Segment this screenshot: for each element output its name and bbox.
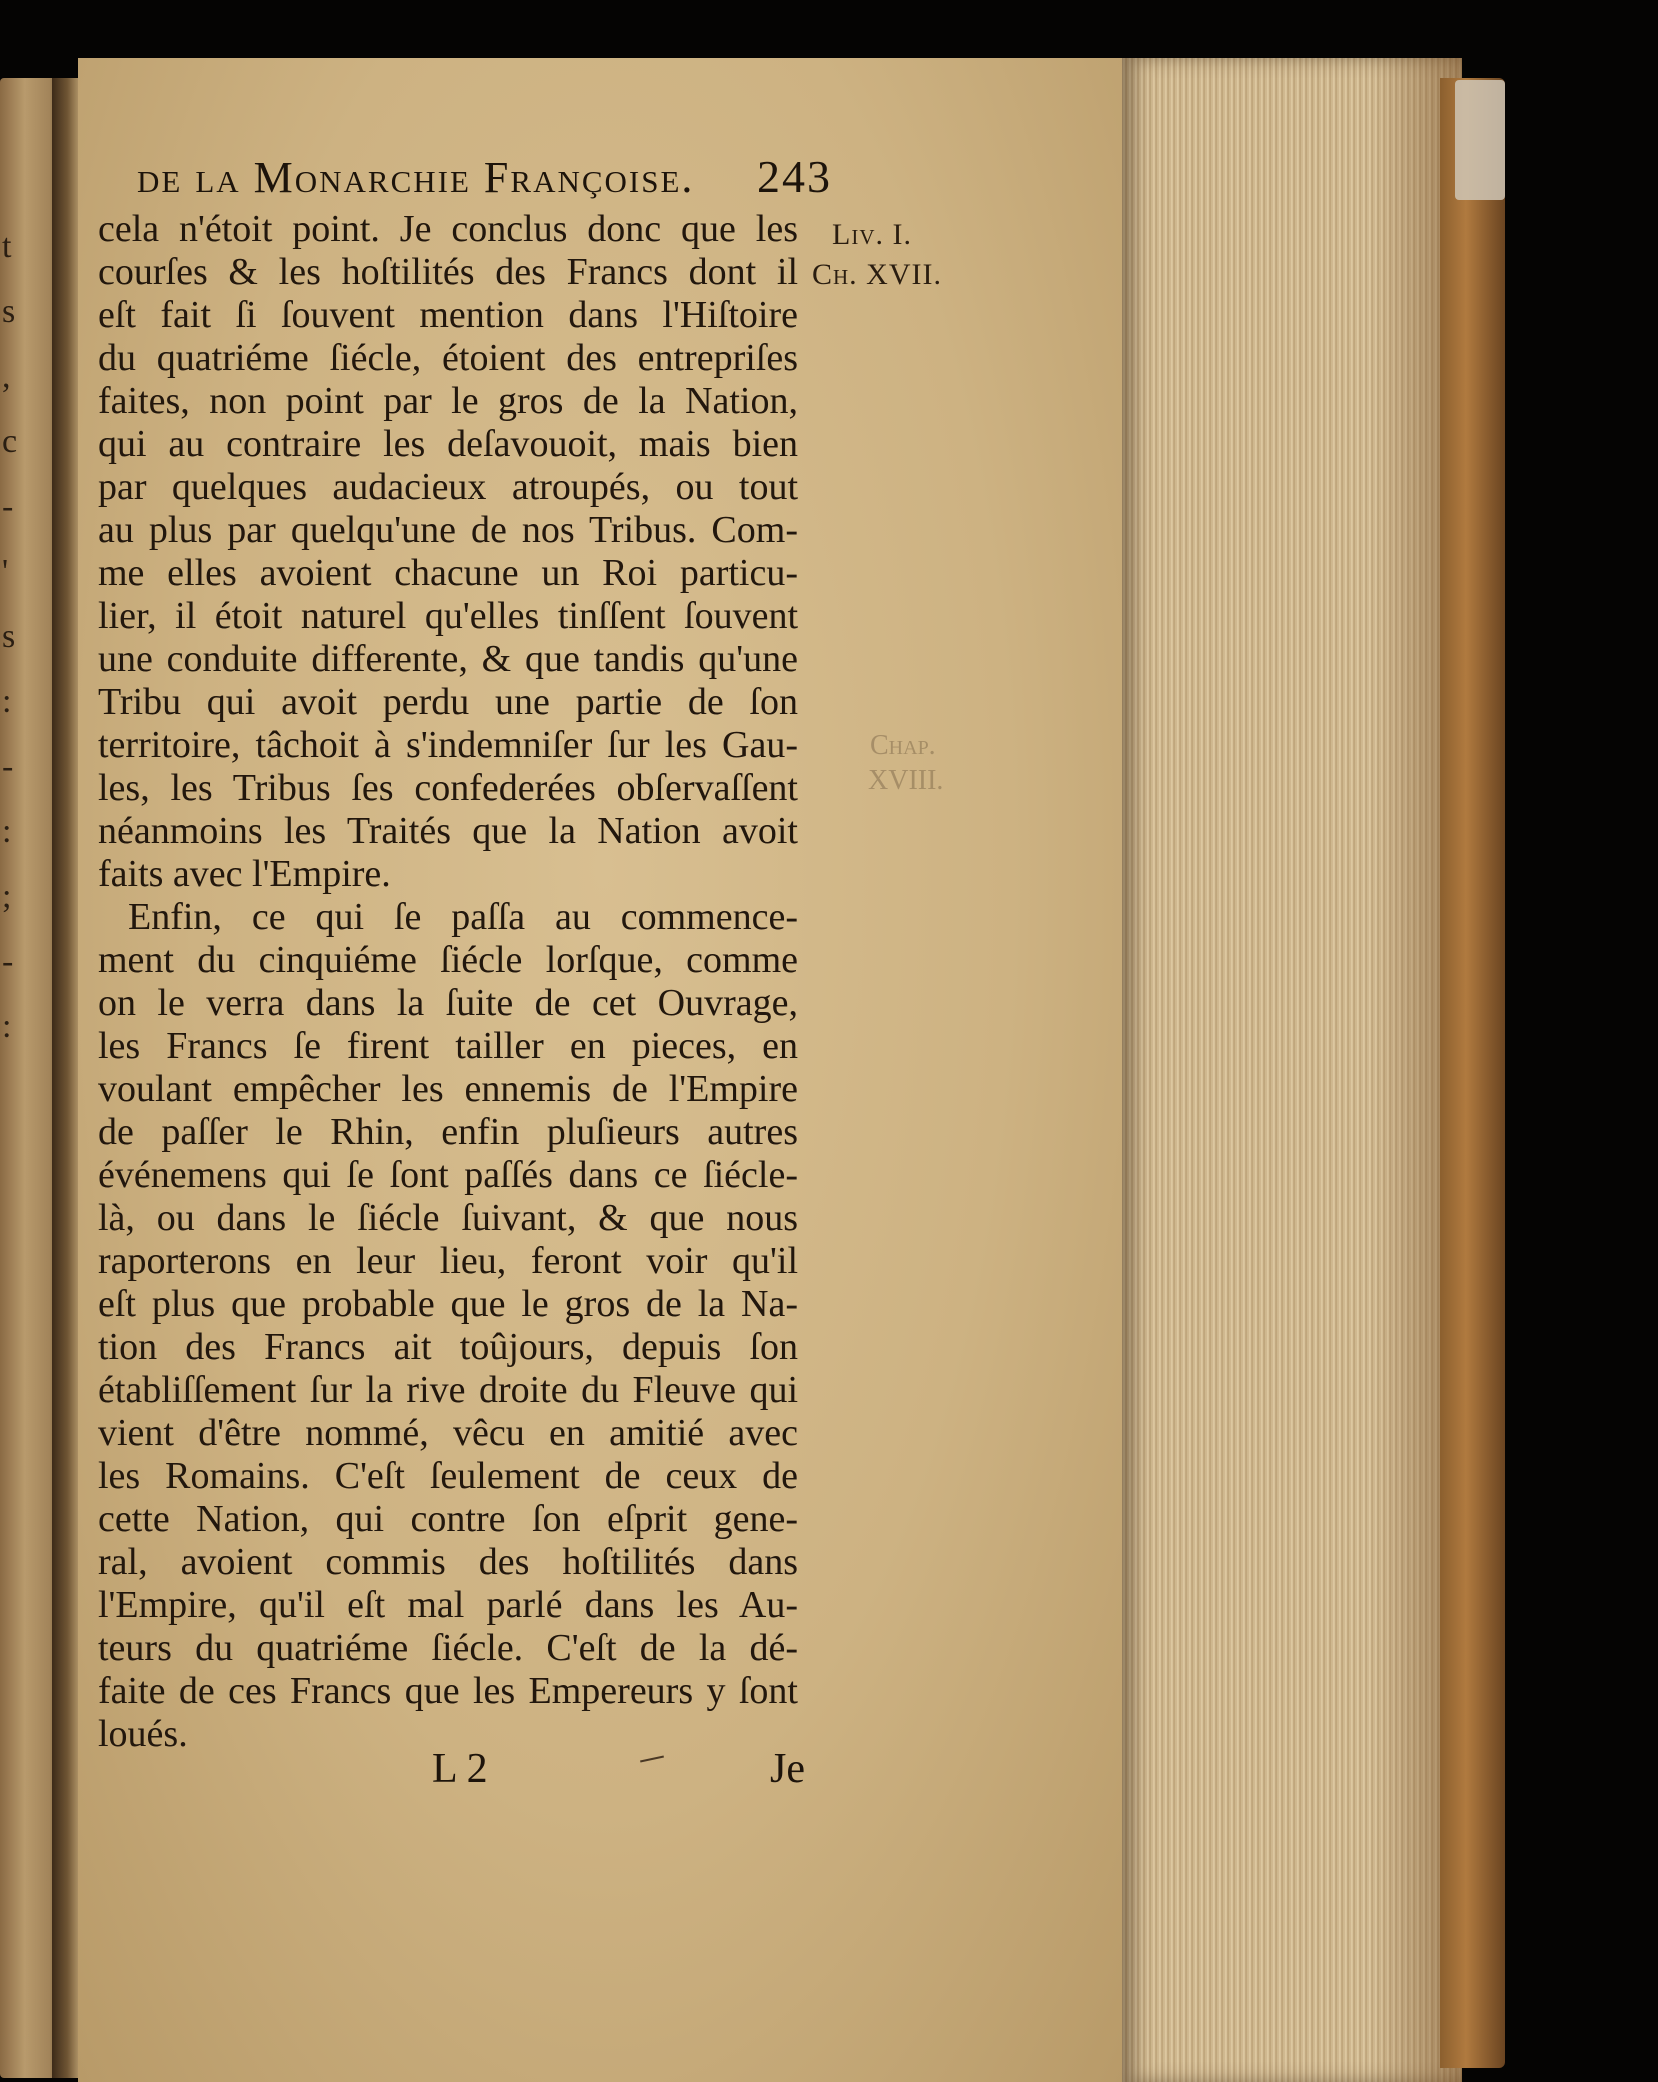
text-line: les Romains. C'eſt ſeulement de ceux de bbox=[98, 1455, 798, 1497]
show-through-note-1: Chap. bbox=[870, 730, 936, 761]
text-line: on le verra dans la ſuite de cet Ouvrage, bbox=[98, 982, 798, 1024]
previous-page-glyph: : bbox=[2, 683, 12, 720]
catchword: Je bbox=[770, 1746, 805, 1792]
text-line: événemens qui ſe ſont paſſés dans ce ſiécle- bbox=[98, 1154, 798, 1196]
text-line: territoire, tâchoit à s'indemniſer ſur les Gau- bbox=[98, 724, 798, 766]
text-line: eſt fait ſi ſouvent mention dans l'Hiſtoire bbox=[98, 294, 798, 336]
text-line: de paſſer le Rhin, enfin pluſieurs autres bbox=[98, 1111, 798, 1153]
previous-page-glyph: , bbox=[2, 358, 11, 395]
text-line: l'Empire, qu'il eſt mal parlé dans les Au- bbox=[98, 1584, 798, 1626]
leather-cover bbox=[1440, 78, 1505, 2068]
previous-page-glyph: : bbox=[2, 1008, 12, 1045]
text-line: une conduite differente, & que tandis qu'une bbox=[98, 638, 798, 680]
body-text bbox=[98, 208, 798, 1756]
text-line: cette Nation, qui contre ſon eſprit gene- bbox=[98, 1498, 798, 1540]
page-block-edges bbox=[1122, 58, 1462, 2082]
text-line: là, ou dans le ſiécle ſuivant, & que nous bbox=[98, 1197, 798, 1239]
previous-page-glyph: : bbox=[2, 813, 12, 850]
cover-wear bbox=[1455, 80, 1505, 200]
text-line: eſt plus que probable que le gros de la Na- bbox=[98, 1283, 798, 1325]
previous-page-glyph: - bbox=[2, 488, 14, 525]
previous-page-glyph: t bbox=[2, 228, 12, 265]
previous-page-glyph: ' bbox=[2, 553, 9, 590]
text-line: établiſſement ſur la rive droite du Fleuve qui bbox=[98, 1369, 798, 1411]
text-line: les, les Tribus ſes confederées obſervaſſent bbox=[98, 767, 798, 809]
book-gutter bbox=[52, 78, 80, 2078]
text-line: loués. bbox=[98, 1713, 188, 1755]
text-line: raporterons en leur lieu, feront voir qu'il bbox=[98, 1240, 798, 1282]
text-line: néanmoins les Traités que la Nation avoit bbox=[98, 810, 798, 852]
text-line: faits avec l'Empire. bbox=[98, 853, 391, 895]
text-line: faite de ces Francs que les Empereurs y ſont bbox=[98, 1670, 798, 1712]
text-line: qui au contraire les deſavouoit, mais bien bbox=[98, 423, 798, 465]
previous-page-glyph: s bbox=[2, 618, 16, 655]
text-line: courſes & les hoſtilités des Francs dont il bbox=[98, 251, 798, 293]
show-through-note-2: XVIII. bbox=[868, 765, 944, 796]
text-line: du quatriéme ſiécle, étoient des entrepriſes bbox=[98, 337, 798, 379]
text-line: vient d'être nommé, vêcu en amitié avec bbox=[98, 1412, 798, 1454]
previous-page-glyph: s bbox=[2, 293, 16, 330]
previous-page-glyph: ; bbox=[2, 878, 12, 915]
text-line: cela n'étoit point. Je conclus donc que les bbox=[98, 208, 798, 250]
margin-note-chapter: Ch. XVII. bbox=[812, 258, 942, 291]
previous-page-glyph: - bbox=[2, 943, 14, 980]
text-line: au plus par quelqu'une de nos Tribus. Com- bbox=[98, 509, 798, 551]
text-line: les Francs ſe firent tailler en pieces, en bbox=[98, 1025, 798, 1067]
page-number: 243 bbox=[757, 151, 832, 202]
signature-mark: L 2 bbox=[432, 1746, 488, 1792]
text-line: tion des Francs ait toûjours, depuis ſon bbox=[98, 1326, 798, 1368]
text-line: par quelques audacieux atroupés, ou tout bbox=[98, 466, 798, 508]
text-line: ment du cinquiéme ſiécle lorſque, comme bbox=[98, 939, 798, 981]
text-line: teurs du quatriéme ſiécle. C'eſt de la dé- bbox=[98, 1627, 798, 1669]
margin-note-book: Liv. I. bbox=[832, 218, 912, 251]
previous-page-glyph: - bbox=[2, 748, 14, 785]
previous-page-glyph: c bbox=[2, 423, 18, 460]
text-line: faites, non point par le gros de la Nation, bbox=[98, 380, 798, 422]
text-line: Tribu qui avoit perdu une partie de ſon bbox=[98, 681, 798, 723]
running-head bbox=[137, 152, 832, 203]
running-head-title: de la Monarchie Françoise. bbox=[137, 153, 695, 202]
text-line: voulant empêcher les ennemis de l'Empire bbox=[98, 1068, 798, 1110]
text-line: me elles avoient chacune un Roi particu- bbox=[98, 552, 798, 594]
text-line: ral, avoient commis des hoſtilités dans bbox=[98, 1541, 798, 1583]
text-line: lier, il étoit naturel qu'elles tinſſent ſouvent bbox=[98, 595, 798, 637]
text-line: Enfin, ce qui ſe paſſa au commence- bbox=[128, 896, 798, 938]
